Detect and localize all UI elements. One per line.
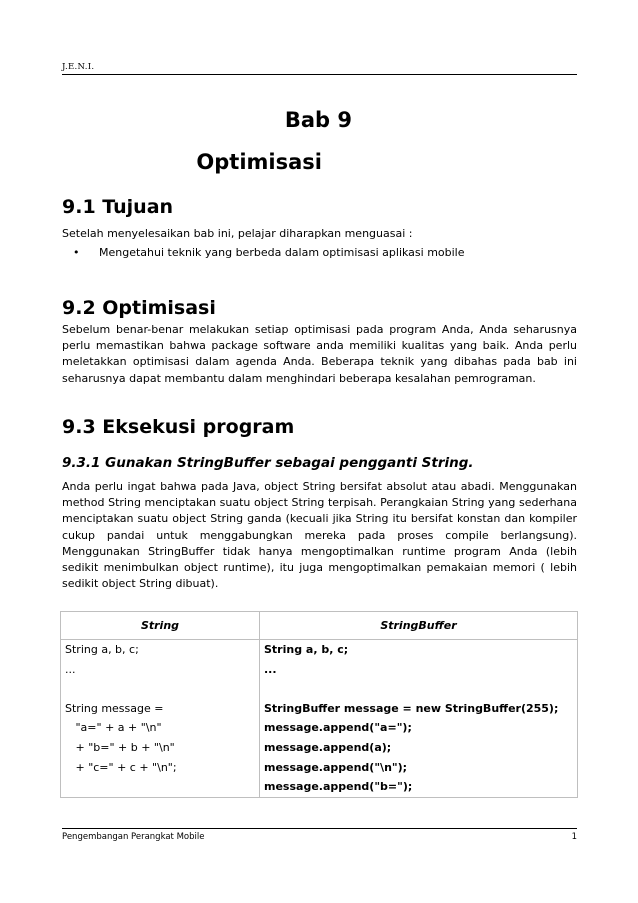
page-number: 1: [571, 832, 577, 842]
table-row: [61, 640, 578, 798]
code-line: ...: [264, 662, 277, 676]
column-header-string: String: [61, 612, 260, 640]
bullet-item: [73, 245, 465, 261]
code-line: message.append(a);: [264, 740, 392, 754]
code-line: message.append("\n");: [264, 760, 408, 774]
string-code-cell: [61, 640, 260, 798]
page-footer: [62, 828, 577, 842]
chapter-title: Optimisasi: [196, 150, 322, 174]
bullet-dot-icon: •: [73, 246, 80, 259]
code-line: [65, 679, 255, 699]
code-line: StringBuffer message = new StringBuffer(255);: [264, 701, 559, 715]
code-line: [264, 679, 573, 699]
chapter-number: Bab 9: [284, 108, 352, 132]
code-line: message.append("a=");: [264, 721, 412, 735]
code-line-spacer: [65, 777, 255, 797]
subsection-heading-stringbuffer: 9.3.1 Gunakan StringBuffer sebagai pengganti String.: [62, 455, 474, 471]
code-line: String a, b, c;: [264, 643, 349, 656]
code-line: message.append("b=");: [264, 780, 413, 794]
running-header: J.E.N.I.: [62, 62, 577, 75]
footer-title: Pengembangan Perangkat Mobile: [62, 832, 205, 842]
bullet-text: Mengetahui teknik yang berbeda dalam optimisasi aplikasi mobile: [99, 246, 465, 259]
section-heading-tujuan: 9.1 Tujuan: [62, 196, 174, 218]
tujuan-intro: Setelah menyelesaikan bab ini, pelajar diharapkan menguasai :: [62, 227, 413, 240]
optimisasi-body: Sebelum benar-benar melakukan setiap optimisasi pada program Anda, Anda seharusnya perlu memastikan bahwa package software anda memiliki kualitas yang baik. Anda perlu meletakkan optimisasi dalam agenda Anda. Beberapa teknik yang dibahas pada bab ini seharusnya dapat membantu dalam menghindari beberapa kesalahan pemrograman.: [62, 323, 577, 385]
section-heading-eksekusi: 9.3 Eksekusi program: [62, 416, 295, 438]
code-line: String message =: [65, 701, 164, 715]
code-line: "a=" + a + "\n": [65, 721, 162, 735]
section-heading-optimisasi: 9.2 Optimisasi: [62, 297, 216, 319]
code-line: String a, b, c;: [65, 643, 139, 656]
column-header-stringbuffer: StringBuffer: [260, 612, 578, 640]
comparison-table: [60, 611, 578, 798]
eksekusi-body: Anda perlu ingat bahwa pada Java, object String bersifat absolut atau abadi. Menggunakan method String menciptakan suatu object String terpisah. Perangkaian String yang sederhana menciptakan suatu object String ganda (kecuali jika String itu bersifat konstan dan kompiler cukup pandai untuk menggabungkan mereka pada proses compile berlangsung). Menggunakan StringBuffer tidak hanya mengoptimalkan runtime program Anda (lebih sedikit menimbulkan object runtime), itu juga mengoptimalkan pemakaian memori ( lebih sedikit object String dibuat).: [62, 480, 577, 591]
code-line: + "c=" + c + "\n";: [65, 760, 177, 774]
code-line: ...: [65, 662, 76, 676]
stringbuffer-code-cell: [260, 640, 578, 798]
table-header-row: [61, 612, 578, 640]
code-line: + "b=" + b + "\n": [65, 740, 175, 754]
